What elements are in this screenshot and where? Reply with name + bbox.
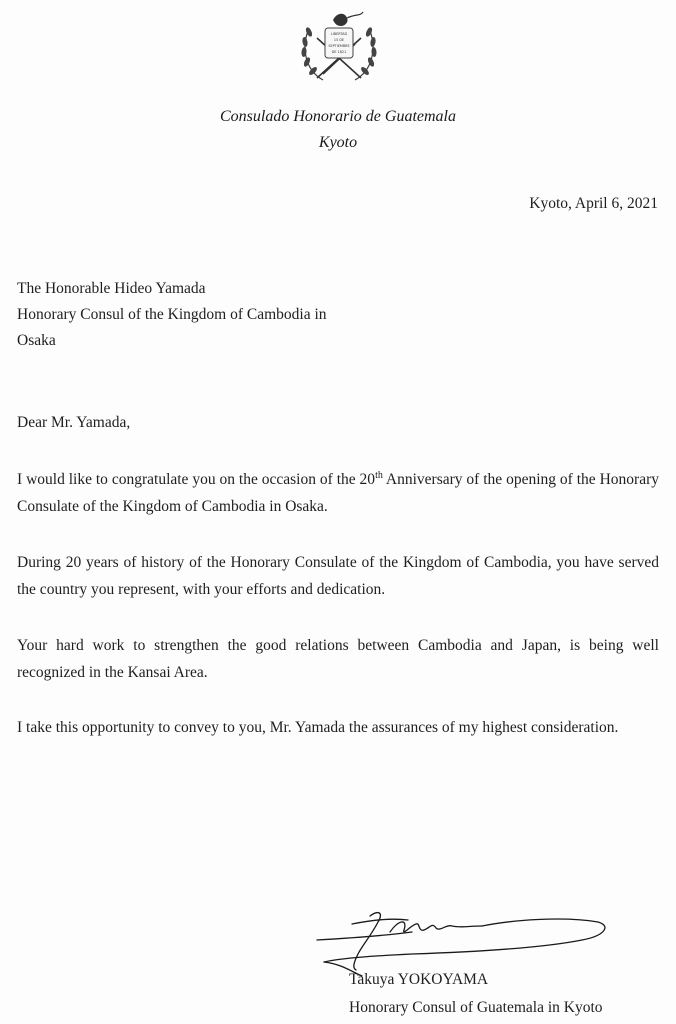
svg-text:DE 1821: DE 1821 — [331, 50, 347, 54]
body-paragraph-1-end: Anniversary of the opening of the Honorary Consulate of the Kingdom of Cambodia in Osaka. — [17, 471, 659, 515]
svg-text:15 DE: 15 DE — [333, 38, 345, 42]
body-paragraph-1 — [17, 466, 659, 520]
signer-name: Takuya YOKOYAMA — [349, 971, 489, 988]
recipient-name: The Honorable Hideo Yamada — [17, 280, 206, 297]
letterhead-city: Kyoto — [318, 134, 358, 151]
svg-text:LIBERTAD: LIBERTAD — [330, 32, 348, 36]
svg-text:SEPTIEMBRE: SEPTIEMBRE — [328, 44, 350, 48]
signer-block — [349, 966, 603, 1022]
body-paragraph-1-start: I would like to congratulate you on the occasion of the 20 — [17, 471, 376, 488]
body-paragraph-3: Your hard work to strengthen the good relations between Cambodia and Japan, is being well recognized in the Kansai Area. — [17, 637, 659, 681]
body-paragraph-2: During 20 years of history of the Honorary Consulate of the Kingdom of Cambodia, you have served the country you represent, with your efforts and dedication. — [17, 554, 659, 598]
recipient-block — [17, 276, 327, 354]
guatemala-coat-of-arms-icon — [293, 8, 385, 88]
salutation: Dear Mr. Yamada, — [17, 414, 131, 431]
recipient-title: Honorary Consul of the Kingdom of Cambodia in — [17, 306, 327, 323]
body-paragraph-4: I take this opportunity to convey to you, Mr. Yamada the assurances of my highest consideration. — [17, 719, 619, 736]
recipient-city: Osaka — [17, 332, 56, 349]
ordinal-suffix: th — [375, 469, 383, 481]
letterhead-title: Consulado Honorario de Guatemala — [220, 108, 456, 125]
signer-title: Honorary Consul of Guatemala in Kyoto — [349, 999, 603, 1016]
letter-date: Kyoto, April 6, 2021 — [529, 195, 658, 212]
